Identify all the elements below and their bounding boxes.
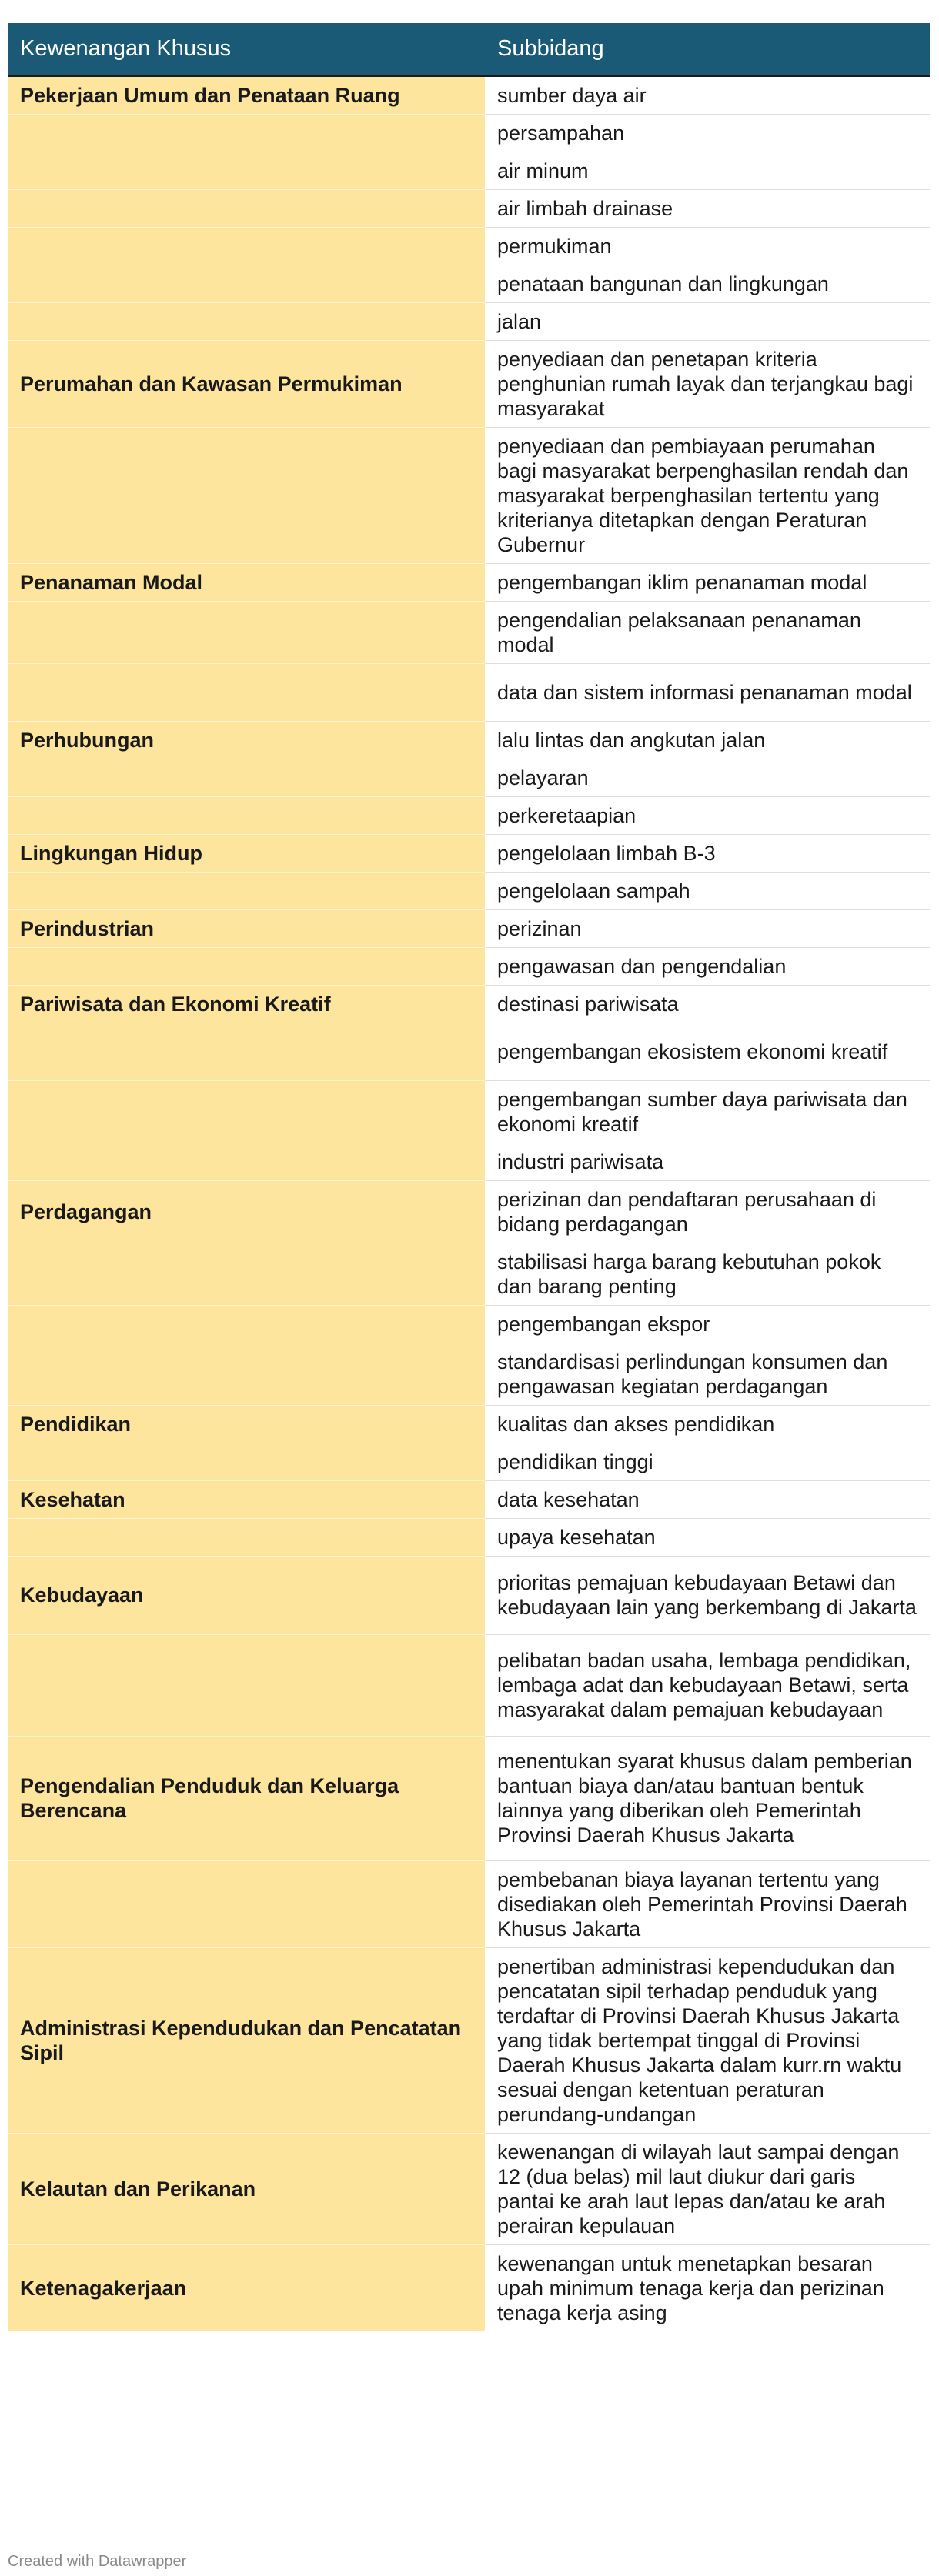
- cell-subbidang: pengelolaan sampah: [485, 872, 930, 909]
- cell-subbidang: perizinan: [485, 909, 930, 947]
- table-row: [8, 340, 930, 427]
- cell-kewenangan-khusus: [8, 1518, 485, 1556]
- cell-subbidang: standardisasi perlindungan konsumen dan pengawasan kegiatan perdagangan: [485, 1343, 930, 1405]
- cell-kewenangan-khusus: Perhubungan: [8, 721, 485, 759]
- table-row: [8, 114, 930, 152]
- cell-kewenangan-khusus: Kesehatan: [8, 1480, 485, 1518]
- table-row: [8, 265, 930, 302]
- cell-subbidang: pembebanan biaya layanan tertentu yang disediakan oleh Pemerintah Provinsi Daerah Khusus Jakarta: [485, 1860, 930, 1947]
- cell-subbidang: penyediaan dan penetapan kriteria penghunian rumah layak dan terjangkau bagi masyarakat: [485, 340, 930, 427]
- cell-kewenangan-khusus: Perdagangan: [8, 1180, 485, 1243]
- cell-kewenangan-khusus: Pendidikan: [8, 1405, 485, 1443]
- cell-subbidang: sumber daya air: [485, 75, 930, 114]
- cell-subbidang: pengembangan ekspor: [485, 1305, 930, 1343]
- cell-subbidang: lalu lintas dan angkutan jalan: [485, 721, 930, 759]
- table-row: [8, 1634, 930, 1736]
- cell-subbidang: pengembangan ekosistem ekonomi kreatif: [485, 1023, 930, 1080]
- table-row: [8, 189, 930, 227]
- cell-kewenangan-khusus: [8, 152, 485, 189]
- cell-subbidang: pengawasan dan pengendalian: [485, 947, 930, 985]
- cell-subbidang: penyediaan dan pembiayaan perumahan bagi masyarakat berpenghasilan rendah dan masyarakat berpenghasilan tertentu yang kriterianya ditetapkan dengan Peraturan Gubernur: [485, 427, 930, 563]
- cell-kewenangan-khusus: [8, 601, 485, 663]
- cell-subbidang: pelibatan badan usaha, lembaga pendidikan, lembaga adat dan kebudayaan Betawi, serta masyarakat dalam pemajuan kebudayaan: [485, 1634, 930, 1736]
- table-row: [8, 759, 930, 796]
- table-row: [8, 1736, 930, 1860]
- cell-kewenangan-khusus: [8, 265, 485, 302]
- cell-kewenangan-khusus: Administrasi Kependudukan dan Pencatatan Sipil: [8, 1947, 485, 2133]
- cell-subbidang: permukiman: [485, 227, 930, 265]
- cell-kewenangan-khusus: [8, 1305, 485, 1343]
- cell-subbidang: destinasi pariwisata: [485, 985, 930, 1023]
- table-row: [8, 427, 930, 563]
- column-header-kewenangan[interactable]: Kewenangan Khusus: [8, 23, 485, 75]
- cell-subbidang: menentukan syarat khusus dalam pemberian bantuan biaya dan/atau bantuan bentuk lainnya yang diberikan oleh Pemerintah Provinsi Daerah Khusus Jakarta: [485, 1736, 930, 1860]
- cell-subbidang: jalan: [485, 302, 930, 340]
- cell-subbidang: kewenangan untuk menetapkan besaran upah minimum tenaga kerja dan perizinan tenaga kerja asing: [485, 2244, 930, 2331]
- table-row: [8, 947, 930, 985]
- table-row: [8, 1243, 930, 1305]
- cell-kewenangan-khusus: [8, 1023, 485, 1080]
- table-container: [8, 23, 930, 2331]
- cell-subbidang: air limbah drainase: [485, 189, 930, 227]
- cell-subbidang: pengendalian pelaksanaan penanaman modal: [485, 601, 930, 663]
- cell-subbidang: stabilisasi harga barang kebutuhan pokok dan barang penting: [485, 1243, 930, 1305]
- table-row: [8, 1080, 930, 1143]
- table-row: [8, 1343, 930, 1405]
- cell-subbidang: pengembangan iklim penanaman modal: [485, 563, 930, 601]
- cell-kewenangan-khusus: [8, 227, 485, 265]
- cell-kewenangan-khusus: [8, 114, 485, 152]
- cell-kewenangan-khusus: Penanaman Modal: [8, 563, 485, 601]
- cell-kewenangan-khusus: [8, 1860, 485, 1947]
- cell-subbidang: air minum: [485, 152, 930, 189]
- cell-kewenangan-khusus: [8, 427, 485, 563]
- table-header: [8, 23, 930, 75]
- cell-subbidang: industri pariwisata: [485, 1143, 930, 1180]
- cell-kewenangan-khusus: Ketenagakerjaan: [8, 2244, 485, 2331]
- table-row: [8, 302, 930, 340]
- cell-subbidang: prioritas pemajuan kebudayaan Betawi dan kebudayaan lain yang berkembang di Jakarta: [485, 1556, 930, 1634]
- cell-kewenangan-khusus: [8, 302, 485, 340]
- cell-kewenangan-khusus: [8, 1443, 485, 1480]
- cell-kewenangan-khusus: [8, 759, 485, 796]
- table-row: [8, 227, 930, 265]
- table-row: [8, 1180, 930, 1243]
- table-row: [8, 909, 930, 947]
- cell-kewenangan-khusus: Pengendalian Penduduk dan Keluarga Berencana: [8, 1736, 485, 1860]
- table-row: [8, 663, 930, 721]
- cell-kewenangan-khusus: Lingkungan Hidup: [8, 834, 485, 872]
- table-row: [8, 601, 930, 663]
- table-row: [8, 985, 930, 1023]
- cell-kewenangan-khusus: Perumahan dan Kawasan Permukiman: [8, 340, 485, 427]
- cell-subbidang: perkeretaapian: [485, 796, 930, 834]
- cell-subbidang: upaya kesehatan: [485, 1518, 930, 1556]
- cell-kewenangan-khusus: [8, 663, 485, 721]
- table-row: [8, 563, 930, 601]
- column-header-subbidang[interactable]: Subbidang: [485, 23, 930, 75]
- table-row: [8, 872, 930, 909]
- cell-kewenangan-khusus: [8, 189, 485, 227]
- cell-subbidang: kualitas dan akses pendidikan: [485, 1405, 930, 1443]
- table-row: [8, 1860, 930, 1947]
- cell-kewenangan-khusus: [8, 1243, 485, 1305]
- cell-kewenangan-khusus: [8, 872, 485, 909]
- table-body: [8, 75, 930, 2331]
- table-row: [8, 1023, 930, 1080]
- cell-kewenangan-khusus: Kelautan dan Perikanan: [8, 2133, 485, 2244]
- datawrapper-credit: Created with Datawrapper: [8, 2553, 187, 2570]
- cell-kewenangan-khusus: Kebudayaan: [8, 1556, 485, 1634]
- cell-kewenangan-khusus: Pariwisata dan Ekonomi Kreatif: [8, 985, 485, 1023]
- cell-kewenangan-khusus: [8, 1080, 485, 1143]
- cell-subbidang: data kesehatan: [485, 1480, 930, 1518]
- table-row: [8, 834, 930, 872]
- table-row: [8, 1556, 930, 1634]
- cell-kewenangan-khusus: [8, 947, 485, 985]
- cell-kewenangan-khusus: [8, 1143, 485, 1180]
- table-row: [8, 1947, 930, 2133]
- table-row: [8, 1480, 930, 1518]
- cell-kewenangan-khusus: Pekerjaan Umum dan Penataan Ruang: [8, 75, 485, 114]
- cell-subbidang: kewenangan di wilayah laut sampai dengan 12 (dua belas) mil laut diukur dari garis pantai ke arah laut lepas dan/atau ke arah perairan kepulauan: [485, 2133, 930, 2244]
- cell-kewenangan-khusus: [8, 1634, 485, 1736]
- cell-subbidang: pengelolaan limbah B-3: [485, 834, 930, 872]
- table-row: [8, 1143, 930, 1180]
- cell-subbidang: pendidikan tinggi: [485, 1443, 930, 1480]
- cell-kewenangan-khusus: [8, 796, 485, 834]
- table-row: [8, 2133, 930, 2244]
- header-row: [8, 23, 930, 75]
- cell-kewenangan-khusus: Perindustrian: [8, 909, 485, 947]
- table-row: [8, 1443, 930, 1480]
- table-row: [8, 796, 930, 834]
- table-row: [8, 152, 930, 189]
- cell-subbidang: data dan sistem informasi penanaman modal: [485, 663, 930, 721]
- table-row: [8, 1305, 930, 1343]
- table-row: [8, 721, 930, 759]
- cell-kewenangan-khusus: [8, 1343, 485, 1405]
- cell-subbidang: penataan bangunan dan lingkungan: [485, 265, 930, 302]
- table-row: [8, 2244, 930, 2331]
- cell-subbidang: penertiban administrasi kependudukan dan pencatatan sipil terhadap penduduk yang terdaftar di Provinsi Daerah Khusus Jakarta yang tidak bertempat tinggal di Provinsi Daerah Khusus Jakarta dalam kurr.rn waktu sesuai dengan ketentuan peraturan perundang-undangan: [485, 1947, 930, 2133]
- table-row: [8, 1518, 930, 1556]
- cell-subbidang: perizinan dan pendaftaran perusahaan di bidang perdagangan: [485, 1180, 930, 1243]
- cell-subbidang: pengembangan sumber daya pariwisata dan ekonomi kreatif: [485, 1080, 930, 1143]
- table-row: [8, 1405, 930, 1443]
- cell-subbidang: persampahan: [485, 114, 930, 152]
- data-table: [8, 23, 930, 2331]
- cell-subbidang: pelayaran: [485, 759, 930, 796]
- table-row: [8, 75, 930, 114]
